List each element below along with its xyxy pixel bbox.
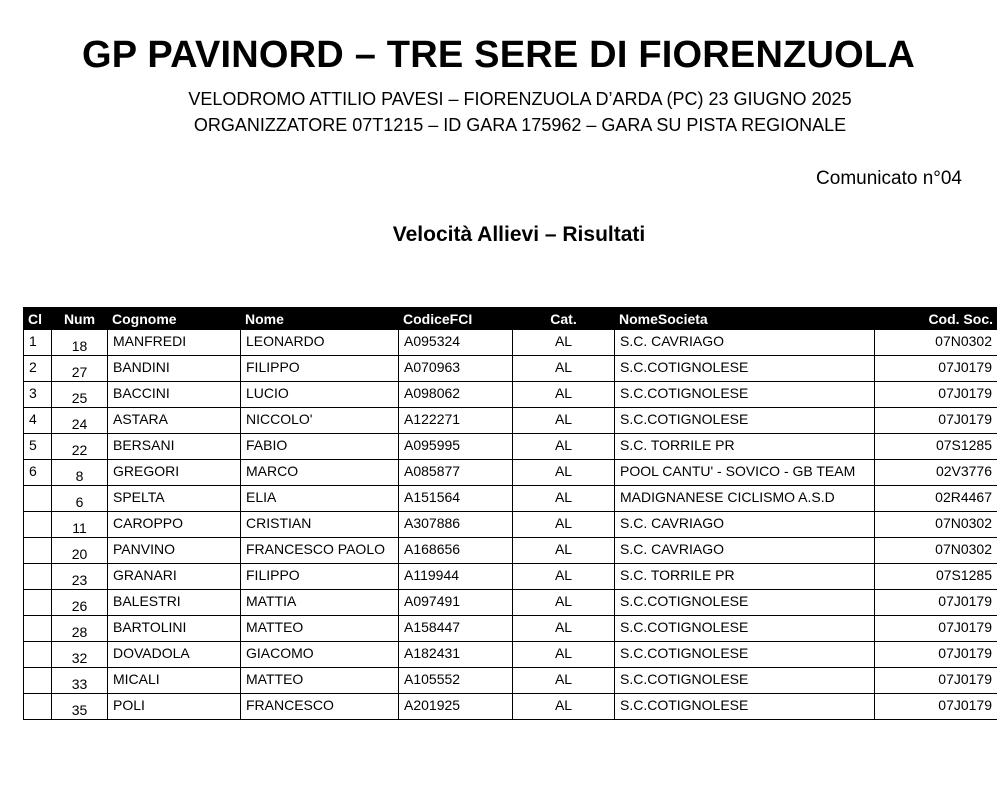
cell-cat: AL <box>513 408 615 434</box>
cell-codsoc: 02V3776 <box>875 460 997 486</box>
cell-nomesocieta: S.C. TORRILE PR <box>615 434 875 460</box>
table-row <box>24 408 997 434</box>
cell-codicefci: A201925 <box>399 694 513 720</box>
cell-cat: AL <box>513 538 615 564</box>
cell-cl <box>24 564 52 590</box>
cell-codsoc: 07J0179 <box>875 642 997 668</box>
cell-nomesocieta: MADIGNANESE CICLISMO A.S.D <box>615 486 875 512</box>
col-header-codsoc: Cod. Soc. <box>875 308 997 330</box>
cell-nome: FILIPPO <box>241 356 399 382</box>
cell-num: 24 <box>52 408 108 434</box>
cell-cat: AL <box>513 694 615 720</box>
cell-codicefci: A070963 <box>399 356 513 382</box>
table-row <box>24 642 997 668</box>
cell-codicefci: A095324 <box>399 330 513 356</box>
cell-num: 32 <box>52 642 108 668</box>
cell-nome: LUCIO <box>241 382 399 408</box>
cell-nomesocieta: S.C.COTIGNOLESE <box>615 642 875 668</box>
cell-num: 20 <box>52 538 108 564</box>
cell-cl: 1 <box>24 330 52 356</box>
cell-nome: CRISTIAN <box>241 512 399 538</box>
cell-cl <box>24 538 52 564</box>
cell-codsoc: 07S1285 <box>875 434 997 460</box>
cell-cl: 6 <box>24 460 52 486</box>
cell-nomesocieta: S.C. CAVRIAGO <box>615 512 875 538</box>
col-header-num: Num <box>52 308 108 330</box>
cell-cognome: MANFREDI <box>108 330 241 356</box>
table-row <box>24 668 997 694</box>
cell-num: 11 <box>52 512 108 538</box>
cell-nomesocieta: S.C.COTIGNOLESE <box>615 694 875 720</box>
table-row <box>24 590 997 616</box>
cell-nomesocieta: S.C. CAVRIAGO <box>615 538 875 564</box>
cell-cat: AL <box>513 590 615 616</box>
cell-cat: AL <box>513 668 615 694</box>
cell-cl <box>24 668 52 694</box>
col-header-cat: Cat. <box>513 308 615 330</box>
cell-cognome: MICALI <box>108 668 241 694</box>
table-row <box>24 434 997 460</box>
cell-num: 6 <box>52 486 108 512</box>
table-row <box>24 356 997 382</box>
results-table <box>23 307 997 720</box>
cell-nomesocieta: S.C. TORRILE PR <box>615 564 875 590</box>
cell-nome: MARCO <box>241 460 399 486</box>
table-row <box>24 564 997 590</box>
cell-nome: LEONARDO <box>241 330 399 356</box>
col-header-nome: Nome <box>241 308 399 330</box>
table-row <box>24 512 997 538</box>
col-header-cl: Cl <box>24 308 52 330</box>
col-header-cognome: Cognome <box>108 308 241 330</box>
venue-date-line: VELODROMO ATTILIO PAVESI – FIORENZUOLA D’ARDA (PC) 23 GIUGNO 2025 <box>188 89 852 109</box>
cell-num: 26 <box>52 590 108 616</box>
cell-nome: FRANCESCO <box>241 694 399 720</box>
cell-nomesocieta: S.C.COTIGNOLESE <box>615 356 875 382</box>
table-row <box>24 382 997 408</box>
cell-cognome: DOVADOLA <box>108 642 241 668</box>
organizer-line: ORGANIZZATORE 07T1215 – ID GARA 175962 – GARA SU PISTA REGIONALE <box>193 115 847 135</box>
cell-num: 22 <box>52 434 108 460</box>
table-row <box>24 460 997 486</box>
cell-codsoc: 07J0179 <box>875 356 997 382</box>
cell-codsoc: 07S1285 <box>875 564 997 590</box>
cell-num: 28 <box>52 616 108 642</box>
cell-cl <box>24 486 52 512</box>
cell-cat: AL <box>513 356 615 382</box>
table-row <box>24 486 997 512</box>
cell-cognome: GRANARI <box>108 564 241 590</box>
comunicato-number: Comunicato n°04 <box>816 168 962 189</box>
table-header-row <box>24 308 997 330</box>
cell-cl <box>24 512 52 538</box>
cell-codicefci: A307886 <box>399 512 513 538</box>
cell-codsoc: 07N0302 <box>875 512 997 538</box>
cell-cat: AL <box>513 434 615 460</box>
table-row <box>24 694 997 720</box>
cell-codsoc: 07N0302 <box>875 330 997 356</box>
cell-num: 33 <box>52 668 108 694</box>
cell-cat: AL <box>513 564 615 590</box>
cell-codsoc: 07J0179 <box>875 590 997 616</box>
cell-codicefci: A158447 <box>399 616 513 642</box>
cell-cat: AL <box>513 486 615 512</box>
cell-cl: 5 <box>24 434 52 460</box>
cell-cognome: BARTOLINI <box>108 616 241 642</box>
cell-num: 18 <box>52 330 108 356</box>
cell-num: 8 <box>52 460 108 486</box>
cell-codsoc: 07N0302 <box>875 538 997 564</box>
table-row <box>24 538 997 564</box>
cell-cat: AL <box>513 460 615 486</box>
cell-cat: AL <box>513 330 615 356</box>
cell-nomesocieta: S.C.COTIGNOLESE <box>615 668 875 694</box>
table-row <box>24 616 997 642</box>
cell-codicefci: A095995 <box>399 434 513 460</box>
cell-cognome: BALESTRI <box>108 590 241 616</box>
cell-codicefci: A168656 <box>399 538 513 564</box>
cell-num: 27 <box>52 356 108 382</box>
cell-cat: AL <box>513 382 615 408</box>
cell-nomesocieta: S.C. CAVRIAGO <box>615 330 875 356</box>
cell-codicefci: A105552 <box>399 668 513 694</box>
cell-nome: MATTIA <box>241 590 399 616</box>
cell-nomesocieta: S.C.COTIGNOLESE <box>615 408 875 434</box>
cell-cl: 3 <box>24 382 52 408</box>
col-header-nomesocieta: NomeSocieta <box>615 308 875 330</box>
cell-codicefci: A182431 <box>399 642 513 668</box>
cell-nomesocieta: S.C.COTIGNOLESE <box>615 616 875 642</box>
cell-codsoc: 07J0179 <box>875 694 997 720</box>
cell-codsoc: 07J0179 <box>875 616 997 642</box>
cell-codsoc: 02R4467 <box>875 486 997 512</box>
cell-cat: AL <box>513 512 615 538</box>
cell-cat: AL <box>513 642 615 668</box>
cell-nome: ELIA <box>241 486 399 512</box>
cell-codicefci: A098062 <box>399 382 513 408</box>
cell-cognome: CAROPPO <box>108 512 241 538</box>
cell-codicefci: A122271 <box>399 408 513 434</box>
cell-nome: FABIO <box>241 434 399 460</box>
cell-cognome: POLI <box>108 694 241 720</box>
col-header-codicefci: CodiceFCI <box>399 308 513 330</box>
cell-cognome: BERSANI <box>108 434 241 460</box>
cell-cl <box>24 642 52 668</box>
cell-nome: FILIPPO <box>241 564 399 590</box>
results-body <box>24 330 997 720</box>
cell-codicefci: A085877 <box>399 460 513 486</box>
cell-codicefci: A097491 <box>399 590 513 616</box>
cell-cl <box>24 616 52 642</box>
cell-cl: 2 <box>24 356 52 382</box>
cell-nome: MATTEO <box>241 668 399 694</box>
cell-codsoc: 07J0179 <box>875 668 997 694</box>
cell-num: 35 <box>52 694 108 720</box>
cell-cognome: SPELTA <box>108 486 241 512</box>
cell-cl <box>24 590 52 616</box>
cell-nome: NICCOLO' <box>241 408 399 434</box>
cell-cl <box>24 694 52 720</box>
cell-cognome: GREGORI <box>108 460 241 486</box>
section-title: Velocità Allievi – Risultati <box>392 223 646 246</box>
cell-codicefci: A151564 <box>399 486 513 512</box>
cell-nomesocieta: S.C.COTIGNOLESE <box>615 382 875 408</box>
cell-nomesocieta: S.C.COTIGNOLESE <box>615 590 875 616</box>
cell-codsoc: 07J0179 <box>875 382 997 408</box>
cell-cognome: BANDINI <box>108 356 241 382</box>
cell-num: 23 <box>52 564 108 590</box>
cell-cl: 4 <box>24 408 52 434</box>
cell-nome: GIACOMO <box>241 642 399 668</box>
cell-nomesocieta: POOL CANTU' - SOVICO - GB TEAM <box>615 460 875 486</box>
cell-cognome: PANVINO <box>108 538 241 564</box>
cell-num: 25 <box>52 382 108 408</box>
table-row <box>24 330 997 356</box>
cell-codsoc: 07J0179 <box>875 408 997 434</box>
page-title: GP PAVINORD – TRE SERE DI FIORENZUOLA <box>82 34 915 76</box>
cell-nome: FRANCESCO PAOLO <box>241 538 399 564</box>
cell-cognome: BACCINI <box>108 382 241 408</box>
cell-nome: MATTEO <box>241 616 399 642</box>
cell-codicefci: A119944 <box>399 564 513 590</box>
cell-cognome: ASTARA <box>108 408 241 434</box>
cell-cat: AL <box>513 616 615 642</box>
